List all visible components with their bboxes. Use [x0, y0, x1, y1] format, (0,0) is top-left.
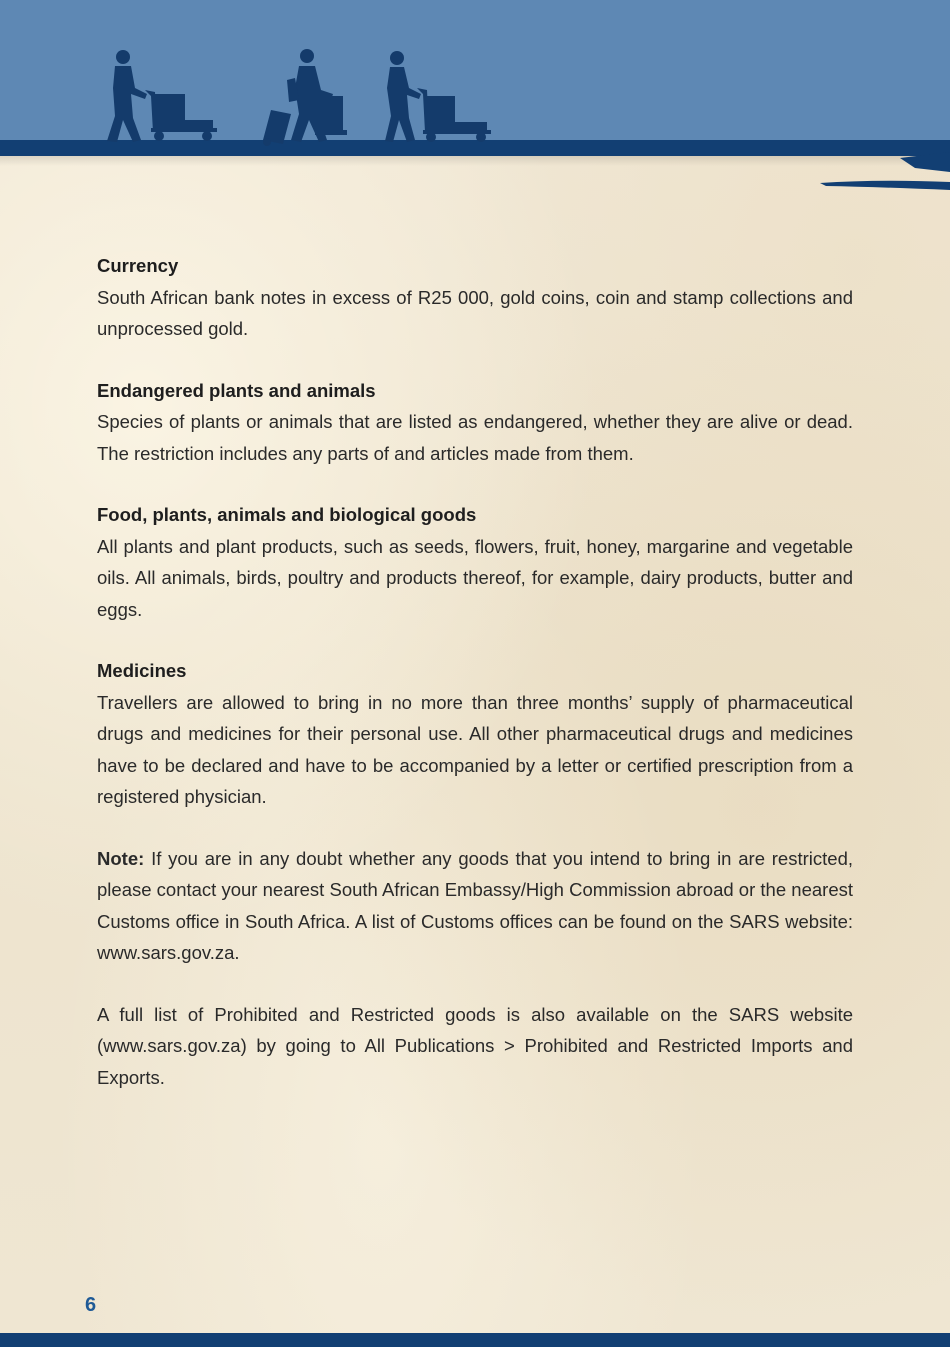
section-medicines — [97, 655, 853, 813]
section-endangered — [97, 375, 853, 470]
footer-band — [0, 1333, 950, 1347]
travellers-silhouette-icon — [95, 44, 505, 148]
main-content — [97, 250, 853, 1123]
section-body: South African bank notes in excess of R25 000, gold coins, coin and stamp collections and unprocessed gold. — [97, 286, 853, 339]
section-heading: Currency — [97, 255, 179, 276]
note-text: If you are in any doubt whether any goods that you intend to bring in are restricted, please contact your nearest South African Embassy/High Commission abroad or the nearest Customs office in South Africa. A list of Customs offices can be found on the SARS website: www.sars.gov.za. — [97, 847, 853, 963]
section-body: Travellers are allowed to bring in no more than three months’ supply of pharmaceutical drugs and medicines for their personal use. All other pharmaceutical drugs and medicines have to be declared and have to be accompanied by a letter or certified prescription from a registered physician. — [97, 691, 853, 807]
section-heading: Endangered plants and animals — [97, 379, 376, 401]
section-body: Species of plants or animals that are listed as endangered, whether they are alive or dead. The restriction includes any parts of and articles made from them. — [97, 411, 853, 464]
note-label: Note: — [97, 847, 145, 869]
section-biological-goods — [97, 499, 853, 625]
page-number: 6 — [85, 1294, 97, 1316]
section-body: All plants and plant products, such as seeds, flowers, fruit, honey, margarine and vegetable oils. All animals, birds, poultry and products thereof, for example, dairy products, butter and eggs. — [97, 535, 853, 620]
full-list-paragraph: A full list of Prohibited and Restricted goods is also available on the SARS website (www.sars.gov.za) by going to All Publications > Prohibited and Restricted Imports and Exports. — [97, 1003, 853, 1088]
note-paragraph — [97, 843, 853, 969]
section-heading: Food, plants, animals and biological goods — [97, 504, 477, 525]
section-heading: Medicines — [97, 660, 187, 681]
section-currency — [97, 250, 853, 345]
